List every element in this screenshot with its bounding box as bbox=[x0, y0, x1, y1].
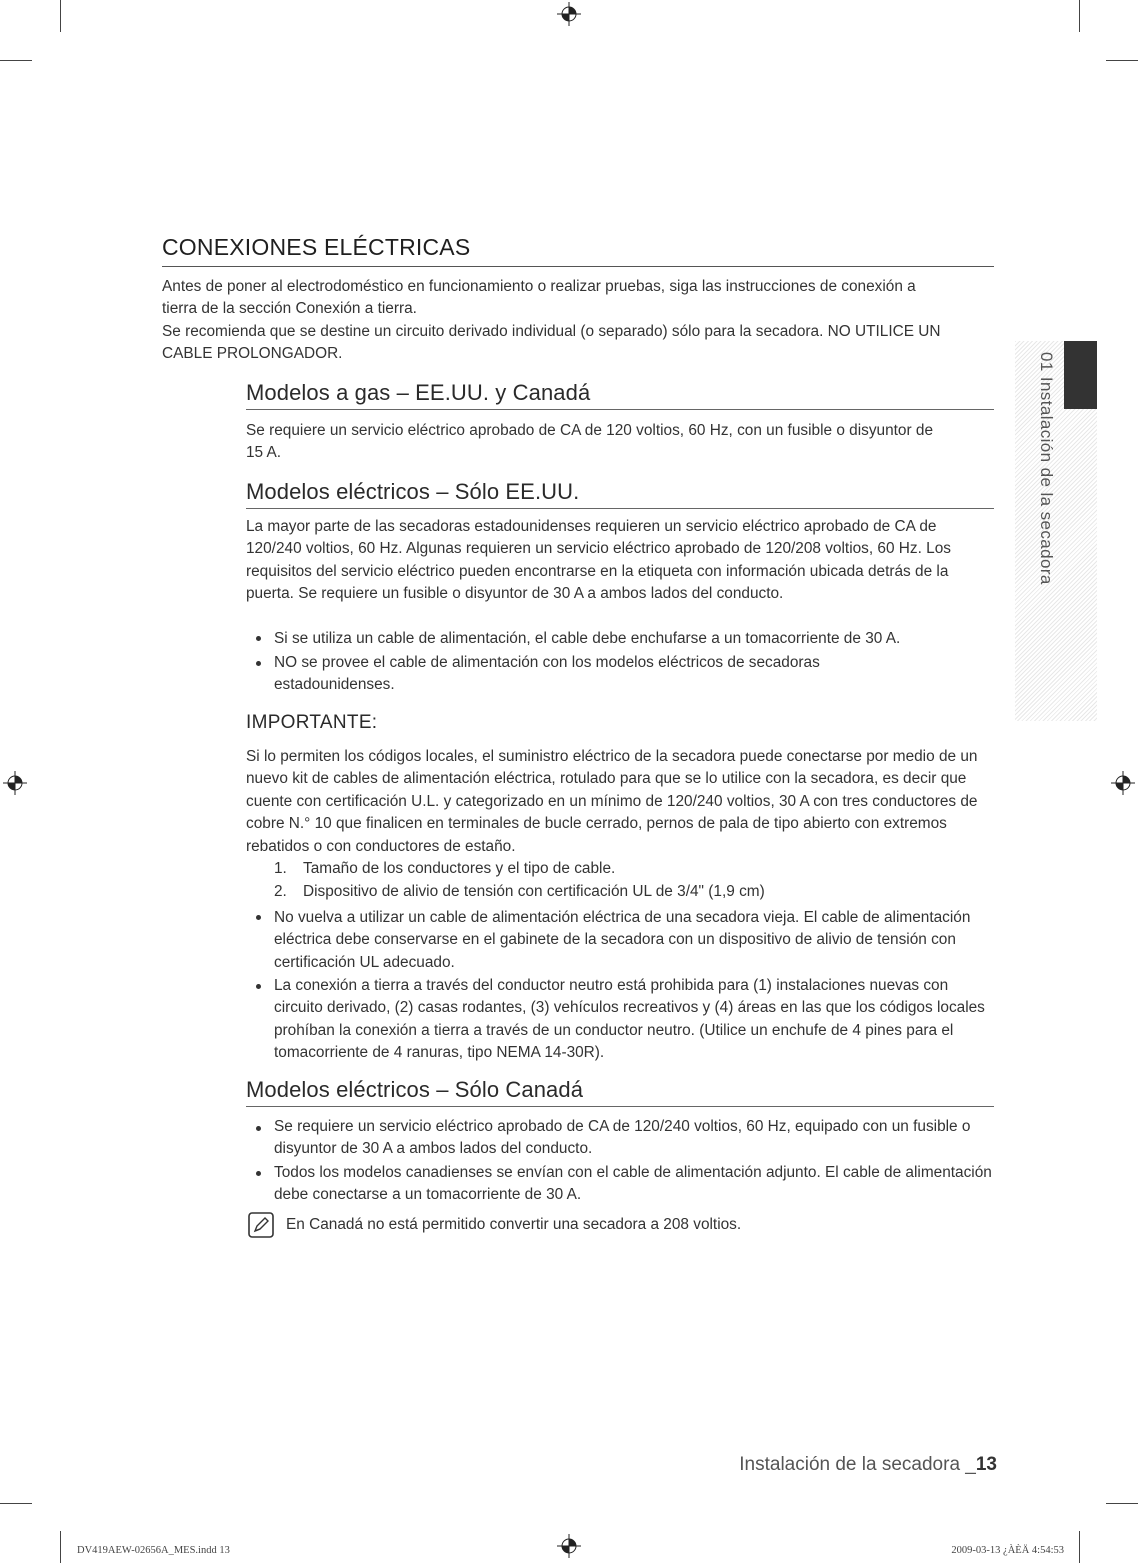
page-title: CONEXIONES ELÉCTRICAS bbox=[162, 234, 471, 260]
page-number: 13 bbox=[975, 1454, 997, 1475]
footer-section-name: Instalación de la secadora _ bbox=[739, 1454, 976, 1475]
page-footer bbox=[739, 1454, 997, 1476]
us-paragraph: La mayor parte de las secadoras estadounidenses requieren un servicio eléctrico aprobado de CA de 120/240 voltios, 60 Hz. Algunas requieren un servicio eléctrico aprobado de 120/208 voltios, 60 Hz. Los requisitos del servicio eléctrico pueden encontrarse en la etiqueta con información ubicada detrás de la puerta. Se requiere un fusible o disyuntor de 30 A a ambos lados del conducto. bbox=[246, 518, 951, 603]
side-tab-marker bbox=[1064, 341, 1097, 409]
registration-mark-icon bbox=[3, 771, 27, 795]
crop-mark bbox=[60, 1531, 61, 1563]
bullet bbox=[256, 984, 261, 989]
section-heading-gas: Modelos a gas – EE.UU. y Canadá bbox=[246, 380, 591, 405]
crop-mark bbox=[1106, 60, 1138, 61]
list-number: 2. bbox=[274, 883, 287, 900]
list-item: Se requiere un servicio eléctrico aprobado de CA de 120/240 voltios, 60 Hz, equipado con un fusible o disyuntor de 30 A a ambos lados del conducto. bbox=[274, 1118, 971, 1158]
crop-mark bbox=[0, 60, 32, 61]
list-item: NO se provee el cable de alimentación con los modelos eléctricos de secadoras estadounidenses. bbox=[274, 654, 820, 694]
bullet bbox=[256, 636, 261, 641]
registration-mark-icon bbox=[1111, 771, 1135, 795]
note-text: En Canadá no está permitido convertir una secadora a 208 voltios. bbox=[286, 1216, 742, 1233]
list-number: 1. bbox=[274, 860, 287, 877]
section-rule bbox=[246, 409, 994, 410]
intro-paragraph: Antes de poner al electrodoméstico en funcionamiento o realizar pruebas, siga las instrucciones de conexión a tierra de la sección Conexión a tierra. bbox=[162, 278, 916, 318]
bullet bbox=[256, 1171, 261, 1176]
slug-date: 2009-03-13 ¿ÀÈÄ 4:54:53 bbox=[951, 1545, 1064, 1556]
section-heading-us: Modelos eléctricos – Sólo EE.UU. bbox=[246, 479, 580, 504]
side-tab-label: 01 Instalación de la secadora bbox=[1037, 352, 1056, 585]
gas-paragraph: Se requiere un servicio eléctrico aprobado de CA de 120 voltios, 60 Hz, con un fusible o disyuntor de 15 A. bbox=[246, 422, 934, 462]
registration-mark-icon bbox=[557, 1534, 581, 1558]
slug-filename: DV419AEW-02656A_MES.indd 13 bbox=[77, 1545, 230, 1556]
bullet bbox=[256, 661, 261, 666]
section-heading-canada: Modelos eléctricos – Sólo Canadá bbox=[246, 1077, 584, 1102]
crop-mark bbox=[60, 0, 61, 32]
title-rule bbox=[162, 266, 994, 267]
numbered-item: Tamaño de los conductores y el tipo de cable. bbox=[303, 860, 616, 877]
list-item: No vuelva a utilizar un cable de alimentación eléctrica de una secadora vieja. El cable de alimentación eléctrica debe conservarse en el gabinete de la secadora con un dispositivo de alivio de tensión con certificación UL adecuado. bbox=[274, 909, 971, 971]
important-heading: IMPORTANTE: bbox=[246, 712, 378, 733]
bullet bbox=[256, 915, 261, 920]
crop-mark bbox=[1079, 1531, 1080, 1563]
list-item: La conexión a tierra a través del conductor neutro está prohibida para (1) instalaciones nuevas con circuito derivado, (2) casas rodantes, (3) vehículos recreativos y (4) áreas en las que los códigos locales prohíban la conexión a tierra a través de un conductor neutro. (Utilice un enchufe de 4 pines para el tomacorriente de 4 ranuras, tipo NEMA 14-30R). bbox=[274, 977, 985, 1062]
crop-mark bbox=[1079, 0, 1080, 32]
bullet bbox=[256, 1126, 261, 1131]
note-icon bbox=[248, 1212, 274, 1238]
intro-paragraph: Se recomienda que se destine un circuito derivado individual (o separado) sólo para la secadora. NO UTILICE UN CABLE PROLONGADOR. bbox=[162, 323, 941, 363]
crop-mark bbox=[0, 1503, 32, 1504]
section-rule bbox=[246, 508, 994, 509]
crop-mark bbox=[1106, 1503, 1138, 1504]
section-rule bbox=[246, 1106, 994, 1107]
important-paragraph: Si lo permiten los códigos locales, el suministro eléctrico de la secadora puede conectarse por medio de un nuevo kit de cables de alimentación eléctrica, rotulado para que se lo utilice con la secadora, es decir que cuente con certificación U.L. y categorizado en un mínimo de 120/240 voltios, 30 A con tres conductores de cobre N.° 10 que finalicen en terminales de bucle cerrado, pernos de pala de tipo abierto con extremos rebatidos o con conductores de estaño. bbox=[246, 748, 978, 855]
registration-mark-icon bbox=[557, 2, 581, 26]
list-item: Todos los modelos canadienses se envían con el cable de alimentación adjunto. El cable de alimentación debe conectarse a un tomacorriente de 30 A. bbox=[274, 1164, 992, 1204]
list-item: Si se utiliza un cable de alimentación, el cable debe enchufarse a un tomacorriente de 30 A. bbox=[274, 630, 901, 647]
numbered-item: Dispositivo de alivio de tensión con certificación UL de 3/4" (1,9 cm) bbox=[303, 883, 765, 900]
